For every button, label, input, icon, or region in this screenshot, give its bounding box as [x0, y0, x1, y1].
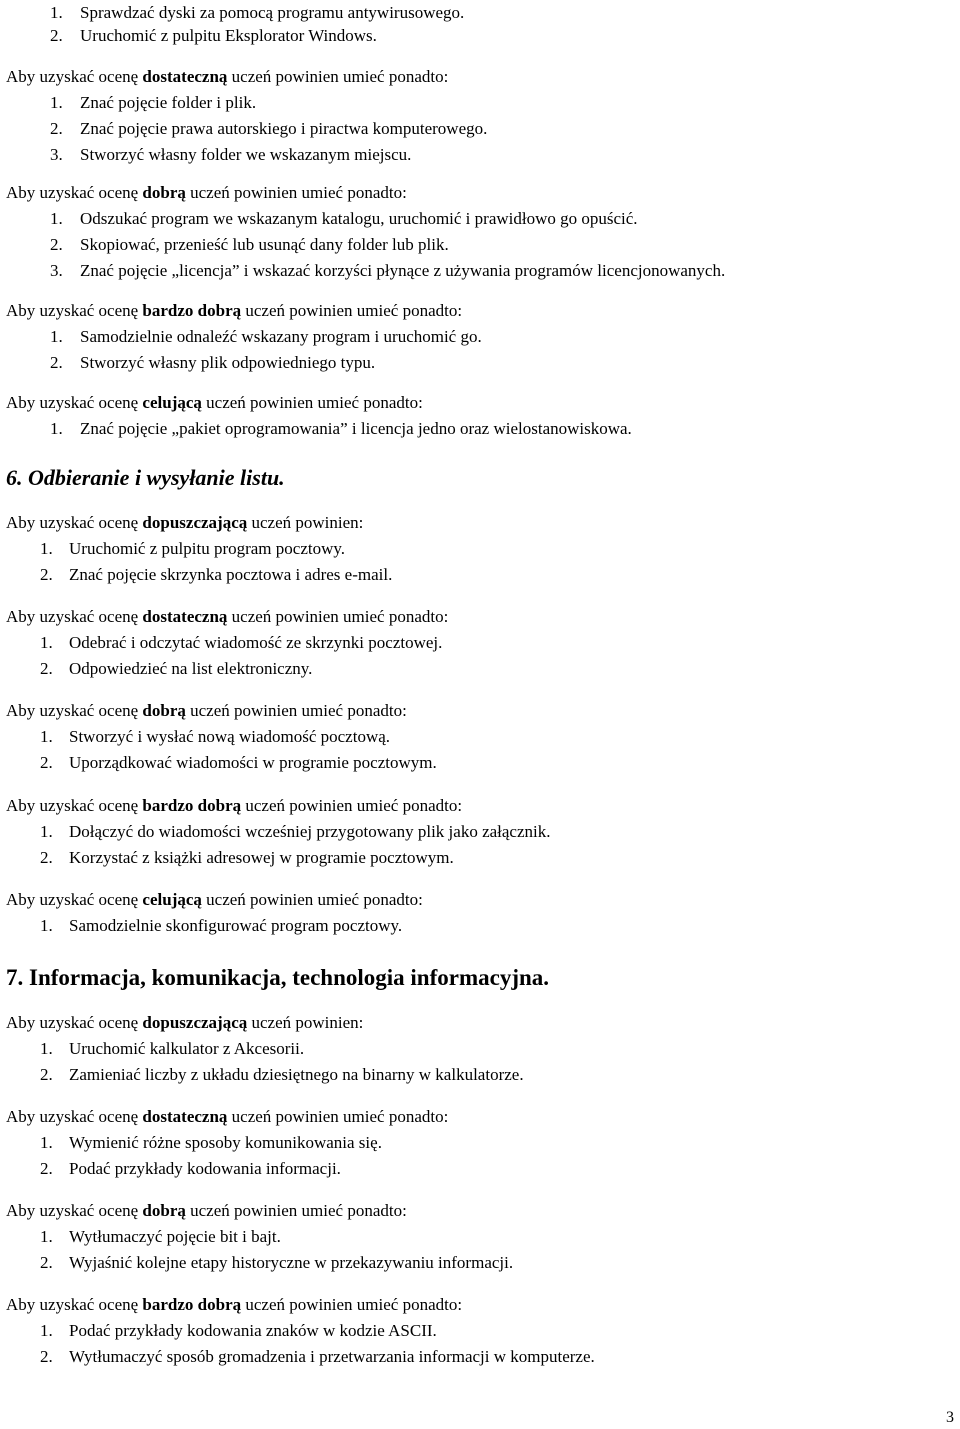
requirement-prefix: Aby uzyskać ocenę — [6, 1107, 143, 1126]
requirement-suffix: uczeń powinien umieć ponadto: — [185, 1201, 407, 1220]
list-item-number: 2. — [50, 235, 63, 254]
list-item-number: 2. — [50, 353, 63, 372]
grade-name: dostateczną — [142, 1107, 228, 1126]
requirement-prefix: Aby uzyskać ocenę — [6, 183, 143, 202]
requirement-suffix: uczeń powinien: — [247, 1013, 364, 1032]
requirement-prefix: Aby uzyskać ocenę — [6, 393, 143, 412]
list-item-number: 2. — [50, 26, 63, 45]
requirement-suffix: uczeń powinien umieć ponadto: — [241, 1295, 463, 1314]
requirement-suffix: uczeń powinien umieć ponadto: — [227, 607, 449, 626]
grade-requirement-bardzo-dobra — [6, 795, 462, 817]
list-item-text: Stworzyć i wysłać nową wiadomość pocztową. — [69, 727, 391, 746]
list-item-text: Skopiować, przenieść lub usunąć dany folder lub plik. — [80, 235, 449, 254]
list-item-number: 1. — [50, 327, 63, 346]
list-item-text: Odpowiedzieć na list elektroniczny. — [69, 659, 313, 678]
list-item-text: Samodzielnie odnaleźć wskazany program i uruchomić go. — [80, 327, 482, 346]
list-item-number: 2. — [40, 1159, 53, 1178]
grade-requirement-dobra — [6, 1200, 407, 1222]
requirement-suffix: uczeń powinien umieć ponadto: — [241, 301, 463, 320]
list-item-text: Uruchomić z pulpitu program pocztowy. — [69, 539, 346, 558]
list-item-text: Zamieniać liczby z układu dziesiętnego na binarny w kalkulatorze. — [69, 1065, 524, 1084]
list-item-text: Uruchomić z pulpitu Eksplorator Windows. — [80, 26, 377, 45]
list-item-text: Wytłumaczyć pojęcie bit i bajt. — [69, 1227, 281, 1246]
list-item-number: 2. — [40, 848, 53, 867]
requirement-prefix: Aby uzyskać ocenę — [6, 701, 143, 720]
list-item-number: 2. — [40, 659, 53, 678]
grade-name: celującą — [142, 890, 202, 909]
grade-requirement-dostateczna — [6, 1106, 448, 1128]
grade-name: dopuszczającą — [142, 1013, 248, 1032]
requirement-prefix: Aby uzyskać ocenę — [6, 301, 143, 320]
list-item-text: Znać pojęcie skrzynka pocztowa i adres e-mail. — [69, 565, 393, 584]
grade-requirement-celujaca — [6, 889, 423, 911]
list-item-number: 1. — [40, 1227, 53, 1246]
list-item-number: 2. — [50, 119, 63, 138]
grade-name: dobrą — [142, 183, 186, 202]
requirement-suffix: uczeń powinien umieć ponadto: — [201, 393, 423, 412]
grade-requirement-dobra — [6, 182, 407, 204]
grade-requirement-dopuszczajaca — [6, 512, 363, 534]
list-item-number: 3. — [50, 145, 63, 164]
list-item-text: Wytłumaczyć sposób gromadzenia i przetwarzania informacji w komputerze. — [69, 1347, 595, 1366]
grade-name: dostateczną — [142, 607, 228, 626]
list-item-text: Samodzielnie skonfigurować program pocztowy. — [69, 916, 403, 935]
list-item-number: 1. — [50, 419, 63, 438]
grade-name: bardzo dobrą — [142, 301, 242, 320]
grade-requirement-dostateczna — [6, 66, 448, 88]
list-item-text: Sprawdzać dyski za pomocą programu antywirusowego. — [80, 3, 465, 22]
list-item-text: Uruchomić kalkulator z Akcesorii. — [69, 1039, 305, 1058]
grade-name: dostateczną — [142, 67, 228, 86]
grade-name: bardzo dobrą — [142, 1295, 242, 1314]
list-item-text: Podać przykłady kodowania informacji. — [69, 1159, 341, 1178]
grade-requirement-bardzo-dobra — [6, 1294, 462, 1316]
list-item-text: Stworzyć własny plik odpowiedniego typu. — [80, 353, 376, 372]
grade-requirement-dopuszczajaca — [6, 1012, 363, 1034]
list-item-text: Dołączyć do wiadomości wcześniej przygotowany plik jako załącznik. — [69, 822, 551, 841]
list-item-text: Odszukać program we wskazanym katalogu, uruchomić i prawidłowo go opuścić. — [80, 209, 638, 228]
list-item-text: Wyjaśnić kolejne etapy historyczne w przekazywaniu informacji. — [69, 1253, 514, 1272]
grade-name: celującą — [142, 393, 202, 412]
requirement-prefix: Aby uzyskać ocenę — [6, 1201, 143, 1220]
requirement-prefix: Aby uzyskać ocenę — [6, 513, 143, 532]
requirement-suffix: uczeń powinien umieć ponadto: — [227, 67, 449, 86]
list-item-number: 1. — [40, 1039, 53, 1058]
requirement-suffix: uczeń powinien umieć ponadto: — [201, 890, 423, 909]
list-item-number: 2. — [40, 1065, 53, 1084]
list-item-text: Uporządkować wiadomości w programie pocztowym. — [69, 753, 437, 772]
list-item-number: 2. — [40, 753, 53, 772]
list-item-number: 1. — [40, 1321, 53, 1340]
list-item-text: Stworzyć własny folder we wskazanym miejscu. — [80, 145, 412, 164]
requirement-prefix: Aby uzyskać ocenę — [6, 607, 143, 626]
requirement-prefix: Aby uzyskać ocenę — [6, 890, 143, 909]
page-number: 3 — [946, 1409, 954, 1426]
list-item-number: 1. — [40, 916, 53, 935]
requirement-prefix: Aby uzyskać ocenę — [6, 1013, 143, 1032]
list-item-number: 2. — [40, 1347, 53, 1366]
section-heading: 6. Odbieranie i wysyłanie listu. — [6, 465, 285, 490]
list-item-number: 2. — [40, 565, 53, 584]
requirement-prefix: Aby uzyskać ocenę — [6, 67, 143, 86]
section-heading: 7. Informacja, komunikacja, technologia informacyjna. — [6, 965, 550, 990]
list-item-text: Wymienić różne sposoby komunikowania się. — [69, 1133, 382, 1152]
list-item-number: 1. — [40, 727, 53, 746]
requirement-suffix: uczeń powinien umieć ponadto: — [185, 183, 407, 202]
list-item-number: 1. — [50, 3, 63, 22]
list-item-text: Znać pojęcie folder i plik. — [80, 93, 257, 112]
list-item-text: Znać pojęcie prawa autorskiego i piractwa komputerowego. — [80, 119, 488, 138]
list-item-number: 1. — [40, 822, 53, 841]
list-item-text: Podać przykłady kodowania znaków w kodzie ASCII. — [69, 1321, 437, 1340]
list-item-number: 1. — [40, 539, 53, 558]
list-item-number: 3. — [50, 261, 63, 280]
grade-name: dobrą — [142, 701, 186, 720]
list-item-text: Odebrać i odczytać wiadomość ze skrzynki pocztowej. — [69, 633, 443, 652]
list-item-number: 1. — [40, 633, 53, 652]
grade-name: dobrą — [142, 1201, 186, 1220]
requirement-suffix: uczeń powinien umieć ponadto: — [227, 1107, 449, 1126]
list-item-text: Znać pojęcie „pakiet oprogramowania” i licencja jedno oraz wielostanowiskowa. — [80, 419, 632, 438]
grade-name: dopuszczającą — [142, 513, 248, 532]
grade-requirement-bardzo-dobra — [6, 300, 462, 322]
requirement-prefix: Aby uzyskać ocenę — [6, 1295, 143, 1314]
list-item-number: 1. — [50, 93, 63, 112]
list-item-number: 2. — [40, 1253, 53, 1272]
grade-requirement-dostateczna — [6, 606, 448, 628]
list-item-number: 1. — [40, 1133, 53, 1152]
list-item-number: 1. — [50, 209, 63, 228]
grade-requirement-celujaca — [6, 392, 423, 414]
requirement-suffix: uczeń powinien umieć ponadto: — [241, 796, 463, 815]
grade-requirement-dobra — [6, 700, 407, 722]
requirement-prefix: Aby uzyskać ocenę — [6, 796, 143, 815]
requirement-suffix: uczeń powinien: — [247, 513, 364, 532]
list-item-text: Znać pojęcie „licencja” i wskazać korzyści płynące z używania programów licencjonowanych. — [80, 261, 726, 280]
grade-name: bardzo dobrą — [142, 796, 242, 815]
list-item-text: Korzystać z książki adresowej w programie pocztowym. — [69, 848, 454, 867]
requirement-suffix: uczeń powinien umieć ponadto: — [185, 701, 407, 720]
